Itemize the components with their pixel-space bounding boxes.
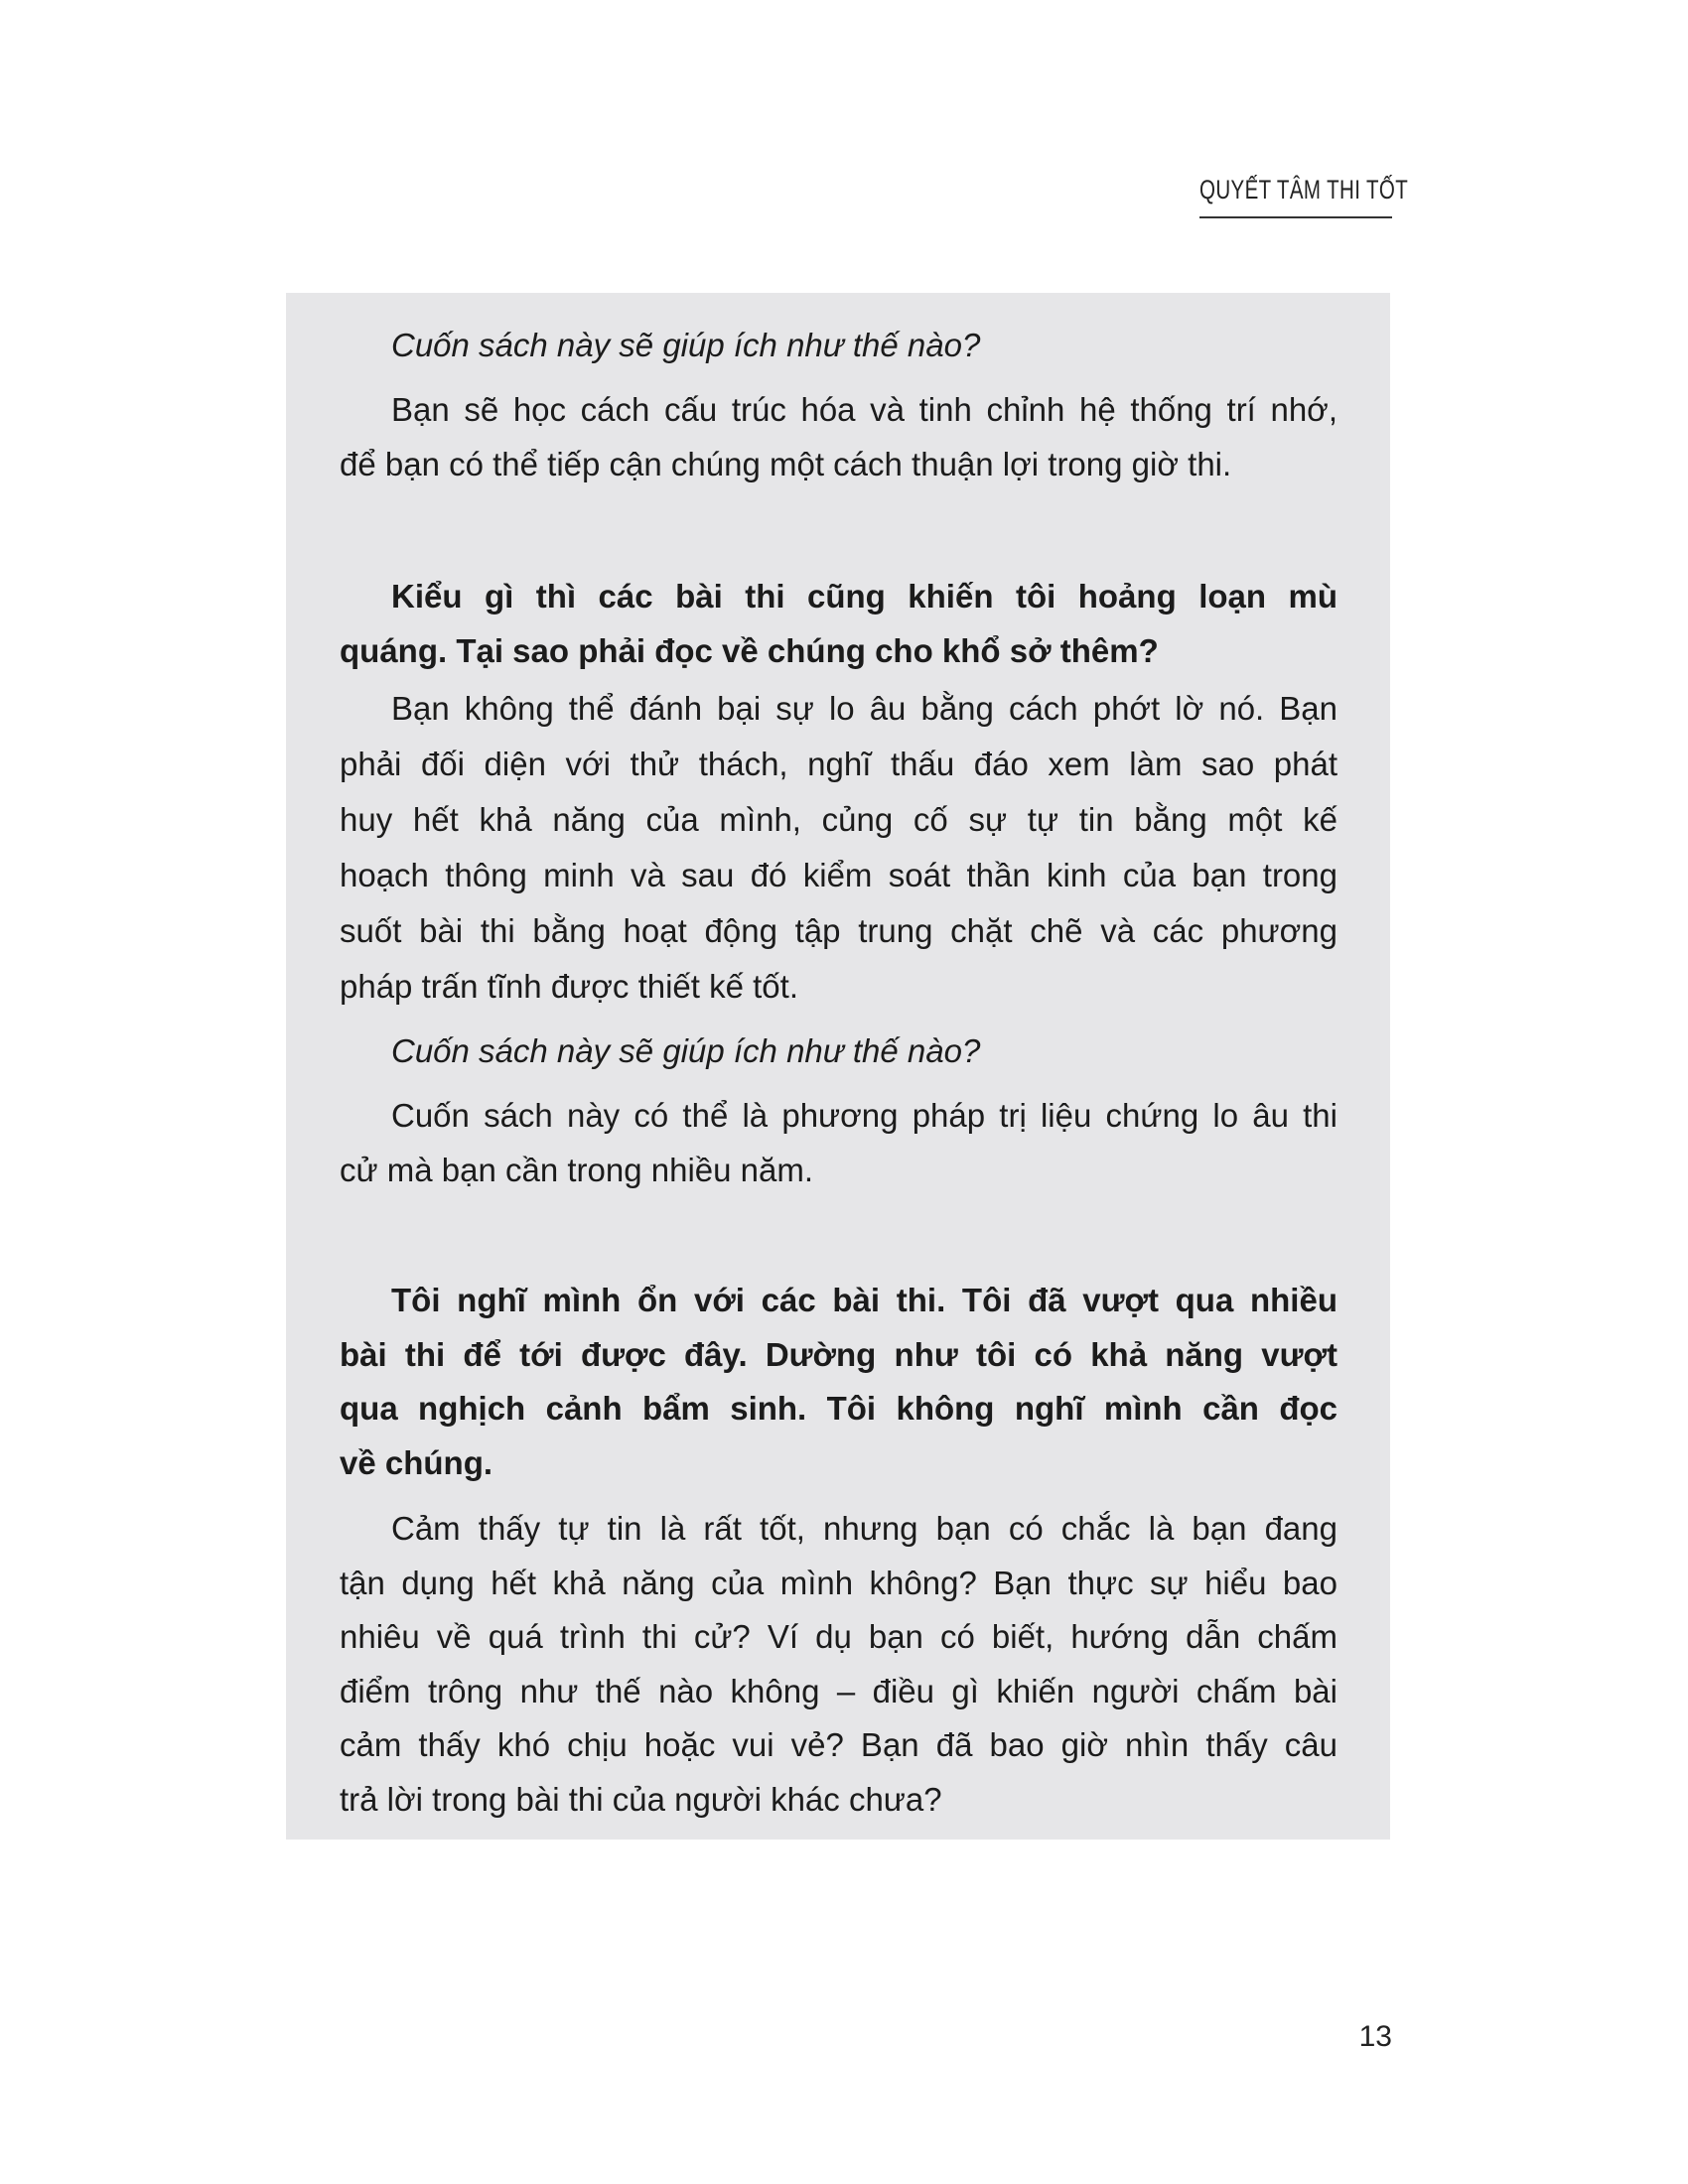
text-line: cử mà bạn cần trong nhiều năm. bbox=[340, 1152, 814, 1188]
italic-subheading bbox=[340, 318, 1337, 372]
body-paragraph bbox=[340, 681, 1337, 1015]
text-line: suốt bài thi bằng hoạt động tập trung chặt chẽ và các phương bbox=[340, 912, 1337, 949]
text-line: huy hết khả năng của mình, củng cố sự tự tin bằng một kế bbox=[340, 801, 1337, 838]
text-line: để bạn có thể tiếp cận chúng một cách thuận lợi trong giờ thi. bbox=[340, 446, 1232, 482]
text-line: Cảm thấy tự tin là rất tốt, nhưng bạn có chắc là bạn đang bbox=[391, 1510, 1337, 1547]
text-line: Cuốn sách này có thể là phương pháp trị liệu chứng lo âu thi bbox=[391, 1097, 1337, 1134]
body-paragraph bbox=[340, 1088, 1337, 1197]
text-line: cảm thấy khó chịu hoặc vui vẻ? Bạn đã bao giờ nhìn thấy câu bbox=[340, 1726, 1337, 1764]
body-paragraph bbox=[340, 382, 1337, 491]
text-line: Cuốn sách này sẽ giúp ích như thế nào? bbox=[391, 1032, 981, 1069]
text-line: pháp trấn tĩnh được thiết kế tốt. bbox=[340, 968, 798, 1005]
italic-subheading bbox=[340, 1024, 1337, 1078]
bold-question-heading bbox=[340, 569, 1337, 678]
text-line: qua nghịch cảnh bẩm sinh. Tôi không nghĩ mình cần đọc bbox=[340, 1390, 1337, 1427]
bold-question-heading bbox=[340, 1274, 1337, 1490]
text-line: Kiểu gì thì các bài thi cũng khiến tôi hoảng loạn mù bbox=[391, 578, 1337, 614]
text-line: tận dụng hết khả năng của mình không? Bạn thực sự hiểu bao bbox=[340, 1564, 1337, 1601]
text-line: Tôi nghĩ mình ổn với các bài thi. Tôi đã vượt qua nhiều bbox=[391, 1282, 1337, 1318]
body-paragraph bbox=[340, 1502, 1337, 1828]
running-head-title: QUYẾT TÂM THI TỐT bbox=[1199, 175, 1409, 205]
text-line: nhiêu về quá trình thi cử? Ví dụ bạn có biết, hướng dẫn chấm bbox=[340, 1618, 1337, 1656]
text-line: về chúng. bbox=[340, 1443, 493, 1481]
text-line: trả lời trong bài thi của người khác chưa? bbox=[340, 1780, 942, 1818]
text-line: phải đối diện với thử thách, nghĩ thấu đáo xem làm sao phát bbox=[340, 746, 1337, 782]
running-head-underline bbox=[1199, 216, 1392, 218]
text-line: Bạn sẽ học cách cấu trúc hóa và tinh chỉnh hệ thống trí nhớ, bbox=[391, 391, 1337, 428]
text-line: hoạch thông minh và sau đó kiểm soát thần kinh của bạn trong bbox=[340, 857, 1337, 893]
text-line: Cuốn sách này sẽ giúp ích như thế nào? bbox=[391, 327, 981, 363]
text-line: Bạn không thể đánh bại sự lo âu bằng cách phớt lờ nó. Bạn bbox=[391, 690, 1337, 727]
text-line: quáng. Tại sao phải đọc về chúng cho khổ sở thêm? bbox=[340, 632, 1159, 669]
running-head bbox=[1199, 175, 1409, 205]
text-line: điểm trông như thế nào không – điều gì khiến người chấm bài bbox=[340, 1672, 1337, 1709]
text-line: bài thi để tới được đây. Dường như tôi có khả năng vượt bbox=[340, 1335, 1337, 1373]
page-number: 13 bbox=[1358, 2020, 1392, 2053]
